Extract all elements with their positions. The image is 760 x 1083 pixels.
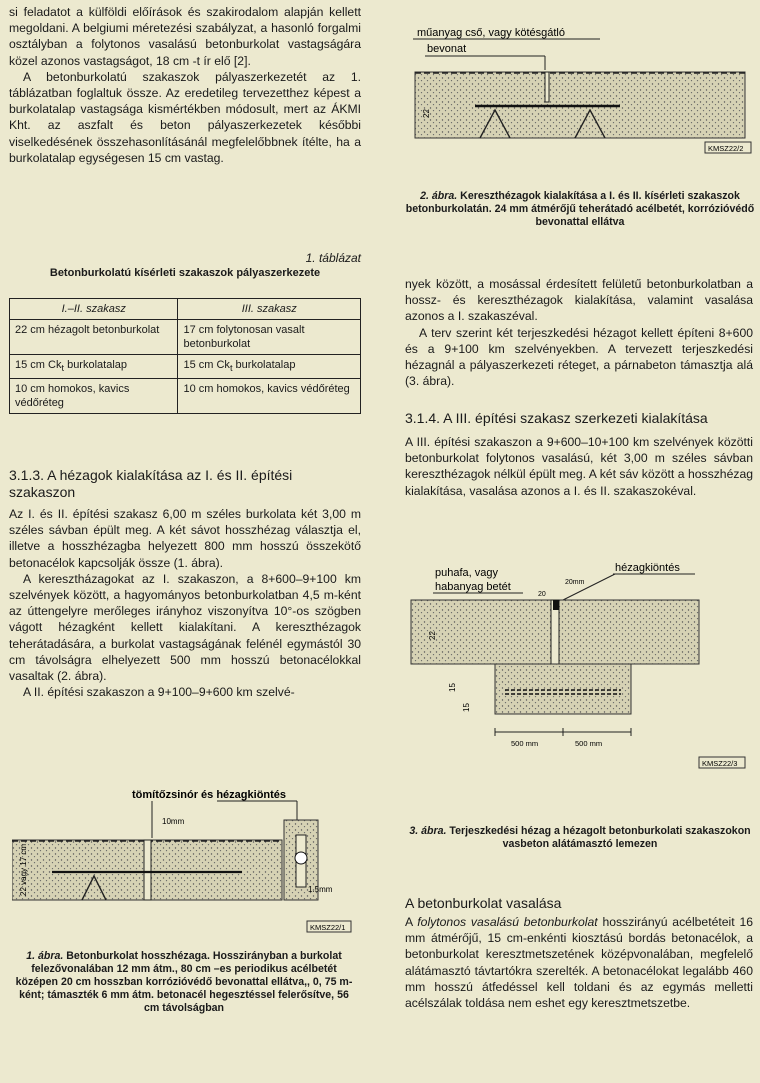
table-cell-suffix: burkolatalap: [232, 359, 296, 371]
fig2-side-label: 22: [422, 109, 431, 118]
table-header-cell: III. szakasz: [178, 299, 361, 320]
left-paragraph-4: A keresztházagokat az I. szakaszon, a 8+600–9+100 km szelvények között, a hagyományos betonburkolatban 4,5 m-ként az úttengelyre merőleges irányhoz viszonyítva 10°-os szögben vágott hézagként kellett kialakítani. A kereszthézagok teherátadására, a burkolat vastagságának felénél egymástól 30 cm távolságra elhelyezett 500 mm hosszú betonacélokkal vasaltak (2. ábra).: [9, 571, 361, 684]
table-row: [10, 355, 361, 379]
figure-2-caption-lead: 2. ábra.: [420, 190, 458, 202]
table-cell-text: 15 cm Ck: [15, 359, 62, 371]
table-title: Betonburkolatú kísérleti szakaszok pályaszerkezete: [49, 267, 321, 279]
table-header-row: [10, 299, 361, 320]
fig3-code: KMSZ22/3: [702, 759, 738, 768]
fig1-dim-15mm: 1.5mm: [308, 885, 333, 894]
section-heading-314: 3.1.4. A III. építési szakasz szerkezeti kialakítása: [405, 410, 708, 426]
right-paragraph-2: A terv szerint két terjeszkedési hézagot kellett építeni 8+600 és a 9+100 km szelvényekben. A tervezett terjeszkedési hézagnál a pályaszerkezeti réteget, a párnabeton támasztja alá (3. ábra).: [405, 325, 753, 389]
figure-2-caption-text: Kereszthézagok kialakítása a I. és II. kísérleti szakaszok betonburkolatán. 24 mm átmérőjű teherátadó acélbetét, korrózióvédő bevonattal ellátva: [405, 190, 755, 228]
section-heading-313: 3.1.3. A hézagok kialakítása az I. és II. építési szakaszon: [9, 467, 293, 500]
fig3-dim-20: 20: [538, 591, 546, 598]
table-cell: 10 cm homokos, kavics védőréteg: [178, 379, 361, 414]
fig3-dim-15: 15: [448, 683, 457, 692]
right-paragraph-1: nyek között, a mosással érdesített felületű betonburkolatban a hossz- és kereszthézagok kialakítása, valamint vasalása azonos a I. szakaszéval.: [405, 277, 753, 324]
table-cell-text: 15 cm Ck: [183, 359, 230, 371]
right-body-2: [405, 914, 753, 1011]
right-paragraph-4-text: hosszirányú acélbetéteit 16 mm átmérőjű, 15 cm-enkénti kiosztású bordás betonacélok, a betonburkolat keresztmetszetének középvonalában, megfelelő alátámasztó távtartókra szerelték. A betonacélokat legalább 460 mm hosszú átfedéssel kell toldani és az egymás melletti acélszálak toldása nem eshet egy keresztmetszetbe.: [405, 915, 753, 1011]
subscript: t: [229, 363, 233, 374]
subscript: t: [61, 363, 65, 374]
fig2-label-2: bevonat: [427, 43, 467, 55]
fig3-dim-22: 22: [428, 631, 437, 640]
figure-2-caption: [405, 190, 755, 229]
fig3-label-3: hézagkiöntés: [615, 562, 680, 574]
table-cell: 17 cm folytonosan vasalt betonburkolat: [178, 320, 361, 355]
figure-3: [405, 560, 755, 770]
right-intro: [405, 276, 753, 389]
left-intro: [9, 4, 361, 166]
fig3-dim-left: 500 mm: [511, 739, 539, 748]
left-paragraph-5: A II. építési szakaszon a 9+100–9+600 km szelvé-: [23, 685, 295, 700]
right-body: [405, 434, 753, 499]
fig1-code: KMSZ22/1: [310, 923, 346, 932]
table-cell-suffix: burkolatalap: [64, 359, 128, 371]
left-paragraph-3: Az I. és II. építési szakasz 6,00 m széles burkolata két 3,00 m széles sávban épült meg. A két sávot hosszhézag választja el, illetve a hosszhézagba helyezett 800 mm hosszú összekötő betonacélok kapcsolják össze (1. ábra).: [9, 507, 361, 570]
figure-3-caption: [405, 825, 755, 851]
table-header-cell: I.–II. szakasz: [10, 299, 178, 320]
right-paragraph-4-em: folytonos vasalású betonburkolat: [417, 915, 598, 929]
figure-3-caption-lead: 3. ábra.: [409, 825, 447, 837]
figure-3-caption-text: Terjeszkedési hézag a hézagolt betonburkolati szakaszokon vasbeton alátámasztó lemezen: [446, 825, 751, 850]
fig1-dim-10mm: 10mm: [162, 817, 185, 826]
fig3-label-2: habanyag betét: [435, 581, 511, 593]
figure-1-caption-lead: 1. ábra.: [26, 950, 64, 962]
fig3-dim-top: 20mm: [565, 579, 585, 586]
table-cell: [178, 355, 361, 379]
table-1: [9, 298, 361, 414]
table-row: [10, 320, 361, 355]
table-cell: 10 cm homokos, kavics védőréteg: [10, 379, 178, 414]
table-cell: [10, 355, 178, 379]
fig2-label-1: műanyag cső, vagy kötésgátló: [417, 27, 565, 39]
fig3-label-1: puhafa, vagy: [435, 567, 498, 579]
fig2-code: KMSZ22/2: [708, 144, 744, 153]
table-label: 1. táblázat: [305, 251, 361, 265]
table-cell: 22 cm hézagolt betonburkolat: [10, 320, 178, 355]
figure-2: [405, 22, 755, 160]
fig3-dim-15b: 15: [462, 703, 471, 712]
right-paragraph-4: [405, 914, 753, 1011]
right-paragraph-4-lead: A: [405, 915, 418, 929]
left-body: [9, 506, 361, 700]
figure-1-caption: [14, 950, 354, 1015]
left-paragraph-2: A betonburkolatú szakaszok pályaszerkezetét az 1. táblázatban foglaltuk össze. Az eredetileg tervezetthez képest a burkolatalap vastagsága kismértékben módosult, mert az ÁKMI Kht. az aszfalt és beton pályaszerkezetek későbbi viselkedésének összehasonlításánál megfelelőbbnek ítélte, ha a burkolatalap egységesen 15 cm vastag.: [9, 69, 361, 165]
right-paragraph-3: A III. építési szakaszon a 9+600–10+100 km szelvények közötti betonburkolat folytonos vasalású, két 3,00 m széles sávban kereszthézagok nélkül épült meg. A két sáv között a hosszhézag kialakítása, vasalása azonos a I. és II. szakaszokéval.: [405, 435, 753, 498]
figure-1-caption-text: Betonburkolat hosszhézaga. Hosszirányban a burkolat felezővonalában 12 mm átm., 80 cm –es periodikus acélbetét középen 20 cm hosszban korrózióvédő bevonattal ellátva,, 0, 75 m-ként; támaszték 6 mm átm. betonacél hegesztéssel felerősítve, 56 cm távolságban: [15, 950, 353, 1014]
heading-vasalas: A betonburkolat vasalása: [405, 895, 562, 911]
fig1-side-label: 22 vagy 17 cm: [19, 843, 28, 896]
table-row: [10, 379, 361, 414]
left-paragraph-1: si feladatot a külföldi előírások és szakirodalom alapján kellett megoldani. A belgiumi méretezési szabályzat, a hasonló forgalmi osztályban a folytonos vasalású betonburkolat vastagságára közel azonos vastagságot, 18 cm -t ír elő [2].: [9, 5, 361, 68]
fig3-dim-right: 500 mm: [575, 739, 603, 748]
figure-1: [12, 780, 352, 942]
fig1-label-top: tömítőzsinór és hézagkiöntés: [132, 789, 287, 801]
